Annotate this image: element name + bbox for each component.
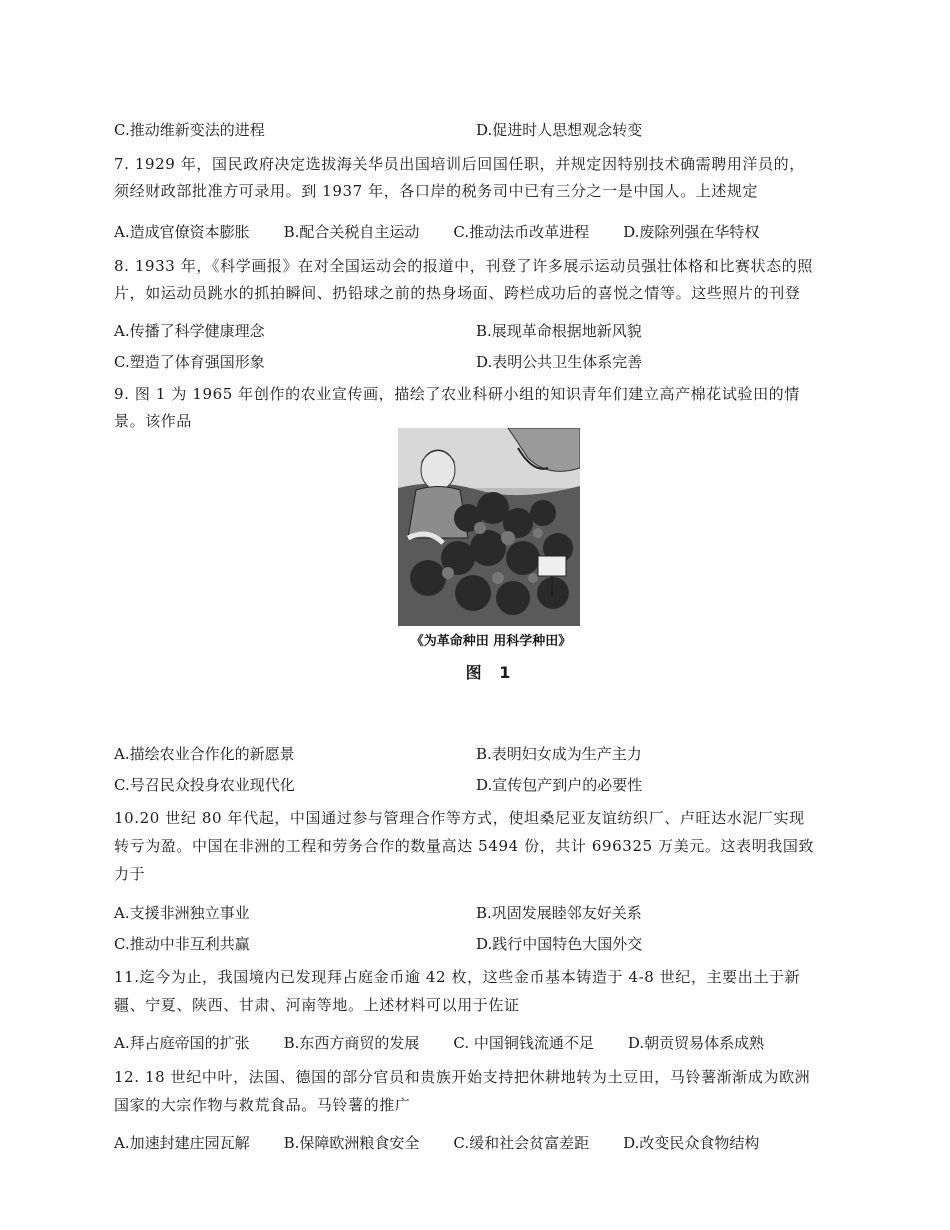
q9-options-row-1 — [114, 744, 834, 764]
q9-options-row-2 — [114, 775, 834, 795]
q8-options-row-2 — [114, 352, 834, 372]
q7-option-a[interactable]: A.造成官僚资本膨胀 — [114, 223, 250, 241]
q10-stem-line-2: 转亏为盈。中国在非洲的工程和劳务合作的数量高达 5494 份，共计 696325 万美元。这表明我国致 — [114, 837, 815, 855]
poster-caption: 《为革命种田 用科学种田》 — [410, 634, 572, 649]
q11-option-a[interactable]: A.拜占庭帝国的扩张 — [114, 1034, 250, 1052]
q12-option-d[interactable]: D.改变民众食物结构 — [623, 1134, 760, 1152]
q11-stem-line-1: 11.迄今为止，我国境内已发现拜占庭金币逾 42 枚，这些金币基本铸造于 4-8 世纪，主要出土于新 — [114, 968, 801, 986]
q8-option-c[interactable]: C.塑造了体育强国形象 — [114, 353, 265, 371]
q12-stem-line-1: 12. 18 世纪中叶，法国、德国的部分官员和贵族开始支持把休耕地转为土豆田，马铃薯渐渐成为欧洲 — [114, 1068, 811, 1086]
q10-option-c[interactable]: C.推动中非互利共赢 — [114, 935, 250, 953]
q10-option-b[interactable]: B.巩固发展睦邻友好关系 — [476, 904, 642, 922]
q11-option-b[interactable]: B.东西方商贸的发展 — [283, 1034, 420, 1052]
propaganda-poster-figure — [396, 426, 586, 656]
q7-option-b[interactable]: B.配合关税自主运动 — [283, 223, 420, 241]
q7-option-d[interactable]: D.废除列强在华特权 — [623, 223, 760, 241]
q10-stem-line-3: 力于 — [114, 865, 146, 883]
q7-stem-line-2: 须经财政部批准方可录用。到 1937 年，各口岸的税务司中已有三分之一是中国人。上述规定 — [114, 182, 759, 200]
q12-option-a[interactable]: A.加速封建庄园瓦解 — [114, 1134, 250, 1152]
q12-options — [114, 1133, 759, 1153]
q10-option-d[interactable]: D.践行中国特色大国外交 — [476, 935, 643, 953]
q10-options-row-2 — [114, 934, 834, 954]
q12-stem-line-2: 国家的大宗作物与救荒食品。马铃薯的推广 — [114, 1096, 411, 1114]
q10-options-row-1 — [114, 903, 834, 923]
figure-label: 图 1 — [465, 663, 517, 682]
q7-options — [114, 222, 759, 242]
q8-stem-line-2: 片，如运动员跳水的抓拍瞬间、扔铅球之前的热身场面、跨栏成功后的喜悦之情等。这些照片的刊登 — [114, 284, 801, 302]
poster-drawing — [398, 428, 580, 626]
q6-option-c[interactable]: C.推动维新变法的进程 — [114, 121, 265, 139]
q8-stem-line-1: 8. 1933 年，《科学画报》在对全国运动会的报道中，刊登了许多展示运动员强壮体格和比赛状态的照 — [114, 257, 813, 275]
q12-option-b[interactable]: B.保障欧洲粮食安全 — [283, 1134, 420, 1152]
q9-option-b[interactable]: B.表明妇女成为生产主力 — [476, 745, 642, 763]
q8-option-b[interactable]: B.展现革命根据地新风貌 — [476, 322, 642, 340]
q9-option-d[interactable]: D.宣传包产到户的必要性 — [476, 776, 643, 794]
q6-options — [114, 120, 834, 140]
q9-option-a[interactable]: A.描绘农业合作化的新愿景 — [114, 745, 295, 763]
q11-option-d[interactable]: D.朝贡贸易体系成熟 — [627, 1034, 765, 1052]
q8-option-d[interactable]: D.表明公共卫生体系完善 — [476, 353, 643, 371]
q8-options-row-1 — [114, 321, 834, 341]
q8-option-a[interactable]: A.传播了科学健康理念 — [114, 322, 265, 340]
q10-option-a[interactable]: A.支援非洲独立事业 — [114, 904, 250, 922]
q10-stem-line-1: 10.20 世纪 80 年代起，中国通过参与管理合作等方式，使坦桑尼亚友谊纺织厂、卢旺达水泥厂实现 — [114, 809, 805, 827]
q9-option-c[interactable]: C.号召民众投身农业现代化 — [114, 776, 295, 794]
q11-options — [114, 1033, 764, 1053]
q11-stem-line-2: 疆、宁夏、陕西、甘肃、河南等地。上述材料可以用于佐证 — [114, 996, 520, 1014]
q11-option-c[interactable]: C. 中国铜钱流通不足 — [453, 1034, 594, 1052]
q7-stem-line-1: 7. 1929 年，国民政府决定选拔海关华员出国培训后回国任职，并规定因特别技术确需聘用洋员的， — [114, 155, 805, 173]
poster-illustration — [398, 428, 580, 626]
q9-stem-line-1: 9. 图 1 为 1965 年创作的农业宣传画，描绘了农业科研小组的知识青年们建立高产棉花试验田的情 — [114, 385, 800, 403]
q9-stem-line-2: 景。该作品 — [114, 412, 193, 430]
q12-option-c[interactable]: C.缓和社会贫富差距 — [453, 1134, 590, 1152]
q7-option-c[interactable]: C.推动法币改革进程 — [453, 223, 590, 241]
q6-option-d[interactable]: D.促进时人思想观念转变 — [476, 121, 643, 139]
